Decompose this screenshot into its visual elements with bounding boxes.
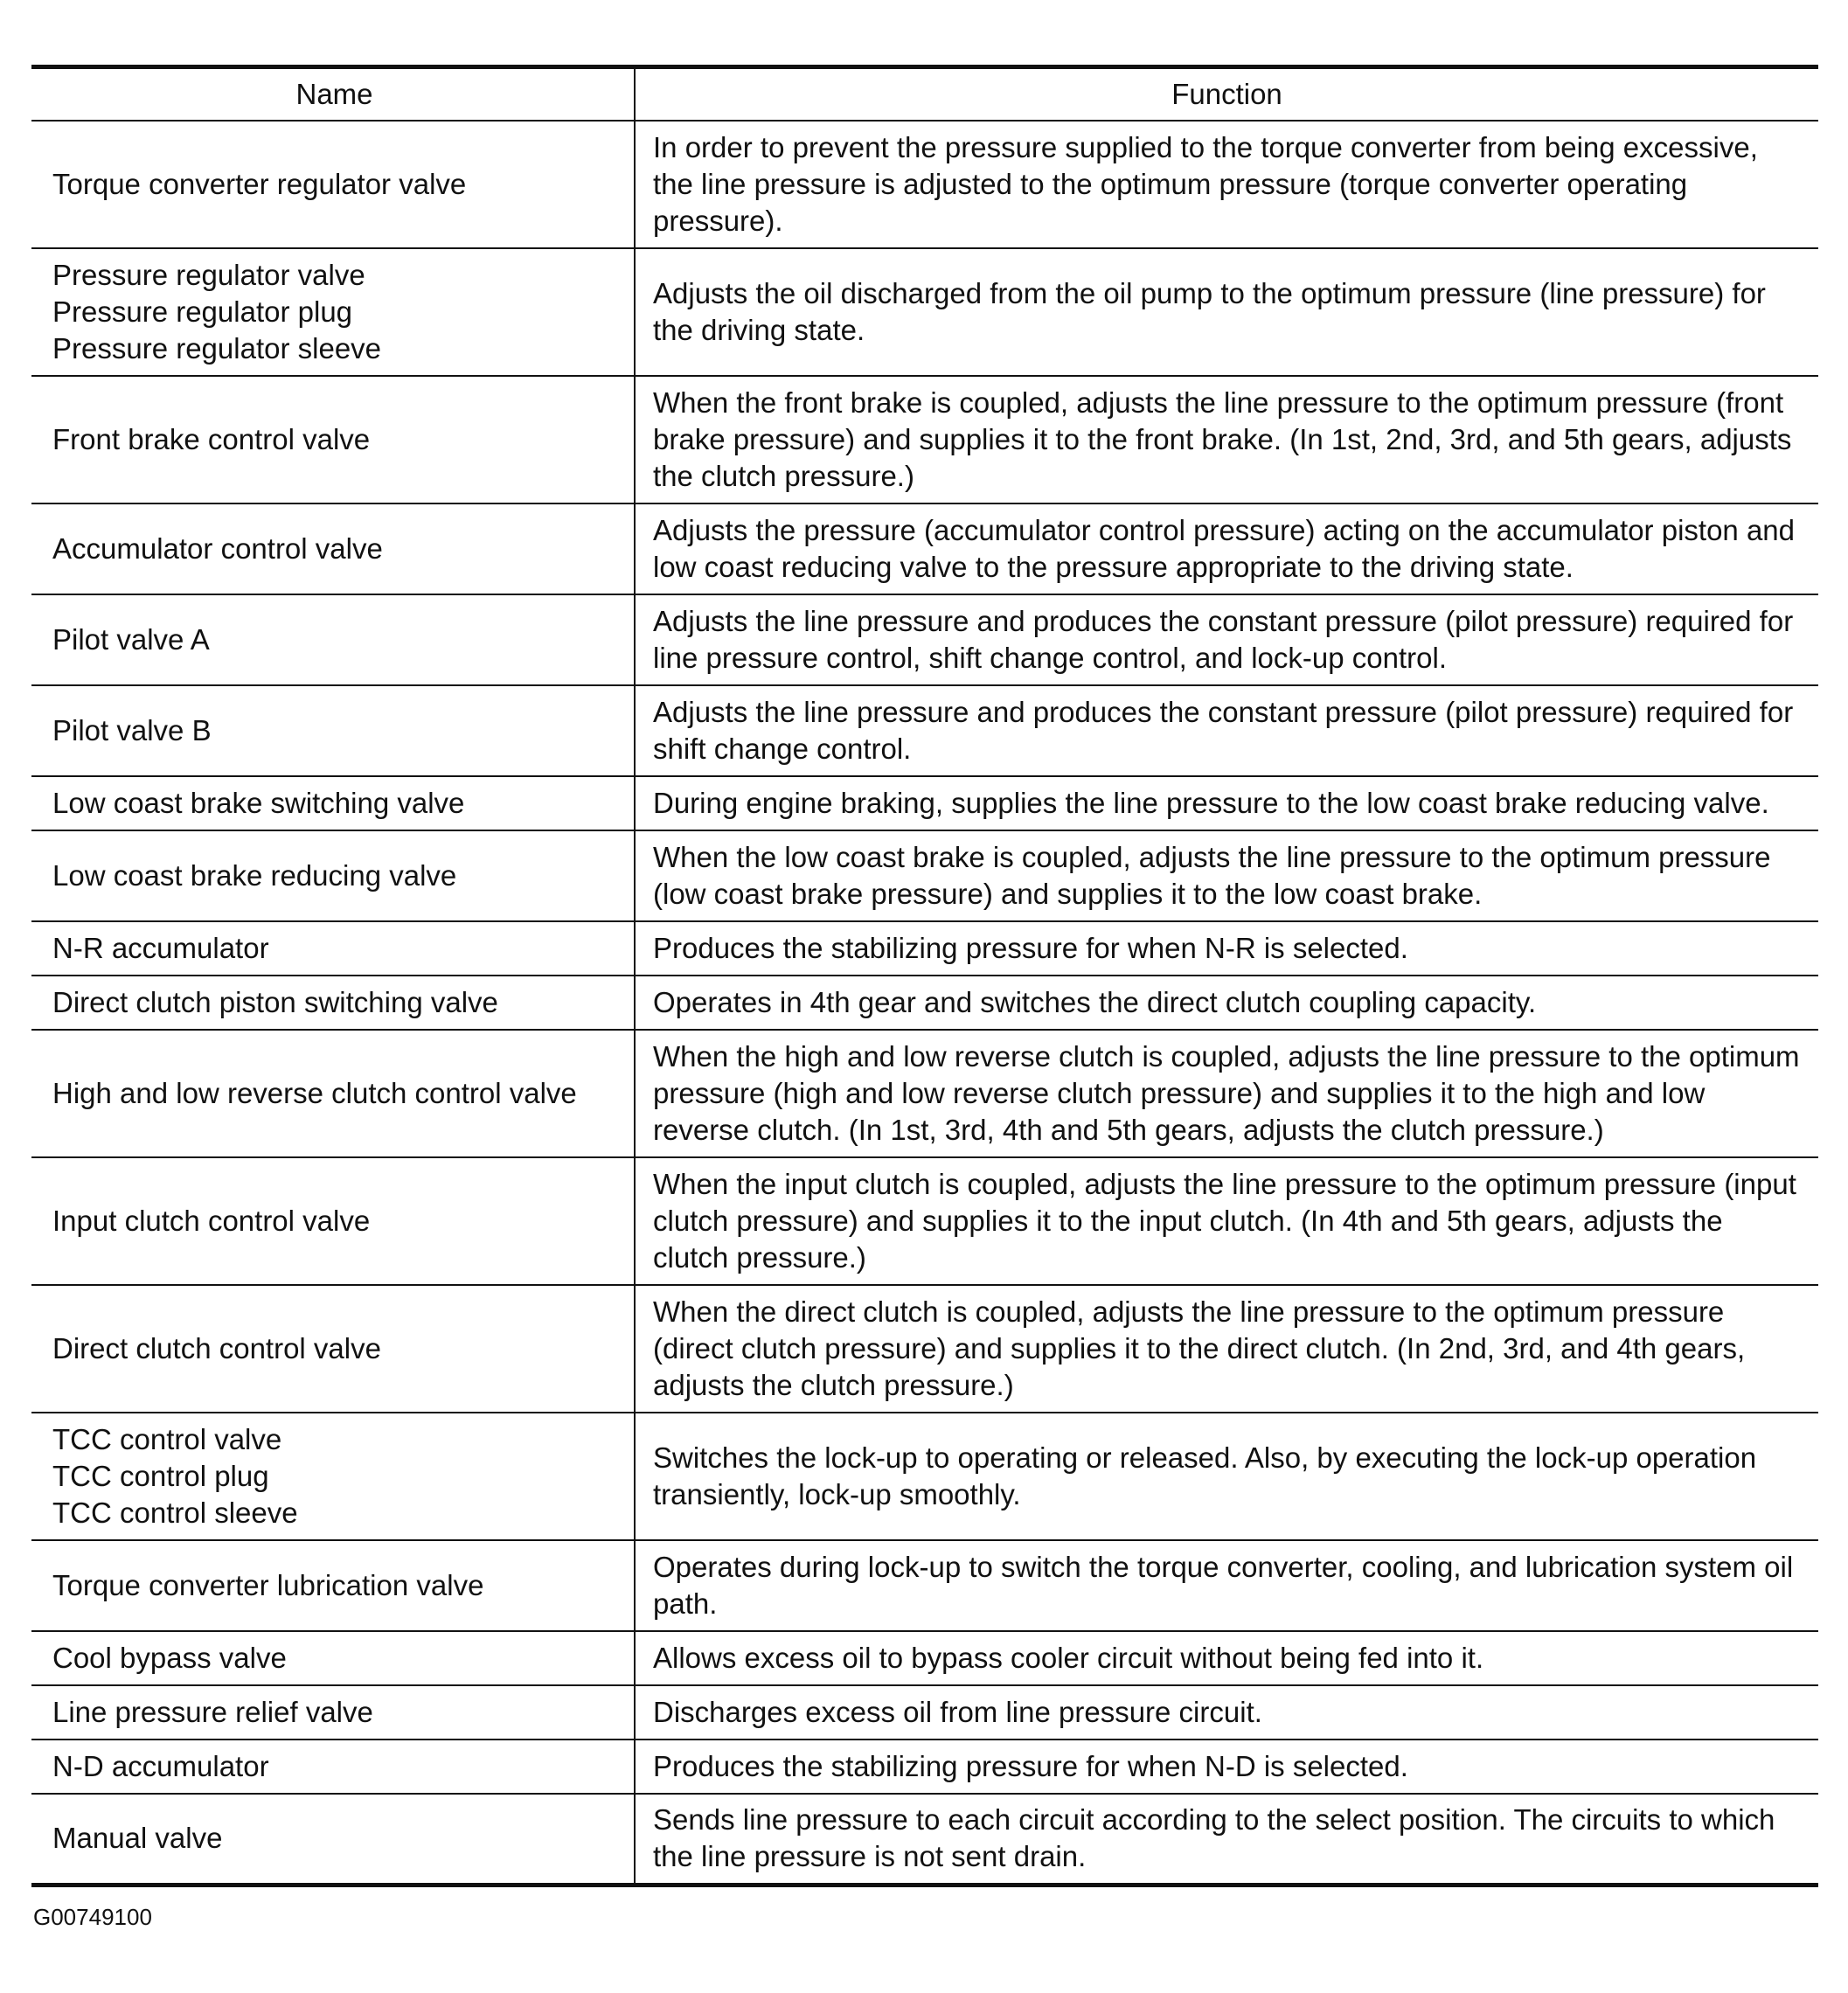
cell-function: Switches the lock-up to operating or released. Also, by executing the lock-up operation transiently, lock-up smoothly. (635, 1413, 1818, 1540)
cell-name: Line pressure relief valve (31, 1685, 635, 1740)
cell-name: Torque converter regulator valve (31, 121, 635, 248)
cell-name: Direct clutch piston switching valve (31, 976, 635, 1030)
valve-function-table (31, 65, 1818, 1887)
table-row (31, 1285, 1818, 1413)
table-row (31, 1685, 1818, 1740)
cell-function: Adjusts the oil discharged from the oil pump to the optimum pressure (line pressure) for the driving state. (635, 248, 1818, 376)
table-row (31, 594, 1818, 685)
table-row (31, 830, 1818, 921)
cell-name: Direct clutch control valve (31, 1285, 635, 1413)
cell-name: Front brake control valve (31, 376, 635, 503)
cell-function: Adjusts the pressure (accumulator control pressure) acting on the accumulator piston and low coast reducing valve to the pressure appropriate to the driving state. (635, 503, 1818, 594)
cell-function: Sends line pressure to each circuit according to the select position. The circuits to which the line pressure is not sent drain. (635, 1794, 1818, 1885)
cell-name: High and low reverse clutch control valve (31, 1030, 635, 1157)
cell-name: Accumulator control valve (31, 503, 635, 594)
cell-function: When the direct clutch is coupled, adjusts the line pressure to the optimum pressure (direct clutch pressure) and supplies it to the direct clutch. (In 2nd, 3rd, and 4th gears, adjusts the clutch pressure.) (635, 1285, 1818, 1413)
table-row (31, 1540, 1818, 1631)
cell-name: Manual valve (31, 1794, 635, 1885)
cell-name: N-D accumulator (31, 1740, 635, 1794)
cell-name: TCC control valve TCC control plug TCC control sleeve (31, 1413, 635, 1540)
cell-function: Produces the stabilizing pressure for when N-R is selected. (635, 921, 1818, 976)
cell-function: In order to prevent the pressure supplied to the torque converter from being excessive, the line pressure is adjusted to the optimum pressure (torque converter operating pressure). (635, 121, 1818, 248)
figure-code: G00749100 (33, 1904, 152, 1930)
table-row (31, 921, 1818, 976)
table-body (31, 121, 1818, 1885)
cell-function: During engine braking, supplies the line pressure to the low coast brake reducing valve. (635, 776, 1818, 830)
table-row (31, 1631, 1818, 1685)
cell-function: When the low coast brake is coupled, adjusts the line pressure to the optimum pressure (low coast brake pressure) and supplies it to the low coast brake. (635, 830, 1818, 921)
cell-function: When the high and low reverse clutch is coupled, adjusts the line pressure to the optimum pressure (high and low reverse clutch pressure) and supplies it to the high and low reverse clutch. (In 1st, 3rd, 4th and 5th gears, adjusts the clutch pressure.) (635, 1030, 1818, 1157)
column-header-name: Name (31, 67, 635, 122)
table-row (31, 376, 1818, 503)
cell-name: Input clutch control valve (31, 1157, 635, 1285)
table-row (31, 976, 1818, 1030)
cell-name: Pressure regulator valve Pressure regulator plug Pressure regulator sleeve (31, 248, 635, 376)
cell-function: Produces the stabilizing pressure for when N-D is selected. (635, 1740, 1818, 1794)
cell-name: Torque converter lubrication valve (31, 1540, 635, 1631)
header-row (31, 67, 1818, 122)
table-header (31, 67, 1818, 122)
cell-name: Low coast brake reducing valve (31, 830, 635, 921)
cell-function: When the input clutch is coupled, adjusts the line pressure to the optimum pressure (input clutch pressure) and supplies it to the input clutch. (In 4th and 5th gears, adjusts the clutch pressure.) (635, 1157, 1818, 1285)
column-header-function: Function (635, 67, 1818, 122)
cell-name: Pilot valve B (31, 685, 635, 776)
cell-function: Adjusts the line pressure and produces the constant pressure (pilot pressure) required for line pressure control, shift change control, and lock-up control. (635, 594, 1818, 685)
table-row (31, 248, 1818, 376)
table-row (31, 1413, 1818, 1540)
table-row (31, 1030, 1818, 1157)
cell-function: Operates in 4th gear and switches the direct clutch coupling capacity. (635, 976, 1818, 1030)
cell-function: Allows excess oil to bypass cooler circuit without being fed into it. (635, 1631, 1818, 1685)
table-row (31, 1157, 1818, 1285)
table-row (31, 121, 1818, 248)
cell-function: Operates during lock-up to switch the torque converter, cooling, and lubrication system oil path. (635, 1540, 1818, 1631)
table-row (31, 776, 1818, 830)
table-row (31, 685, 1818, 776)
cell-name: Low coast brake switching valve (31, 776, 635, 830)
cell-name: N-R accumulator (31, 921, 635, 976)
cell-function: Discharges excess oil from line pressure circuit. (635, 1685, 1818, 1740)
cell-name: Cool bypass valve (31, 1631, 635, 1685)
cell-name: Pilot valve A (31, 594, 635, 685)
table-row (31, 1740, 1818, 1794)
table-row (31, 1794, 1818, 1885)
table-row (31, 503, 1818, 594)
cell-function: Adjusts the line pressure and produces the constant pressure (pilot pressure) required for shift change control. (635, 685, 1818, 776)
cell-function: When the front brake is coupled, adjusts the line pressure to the optimum pressure (front brake pressure) and supplies it to the front brake. (In 1st, 2nd, 3rd, and 5th gears, adjusts the clutch pressure.) (635, 376, 1818, 503)
